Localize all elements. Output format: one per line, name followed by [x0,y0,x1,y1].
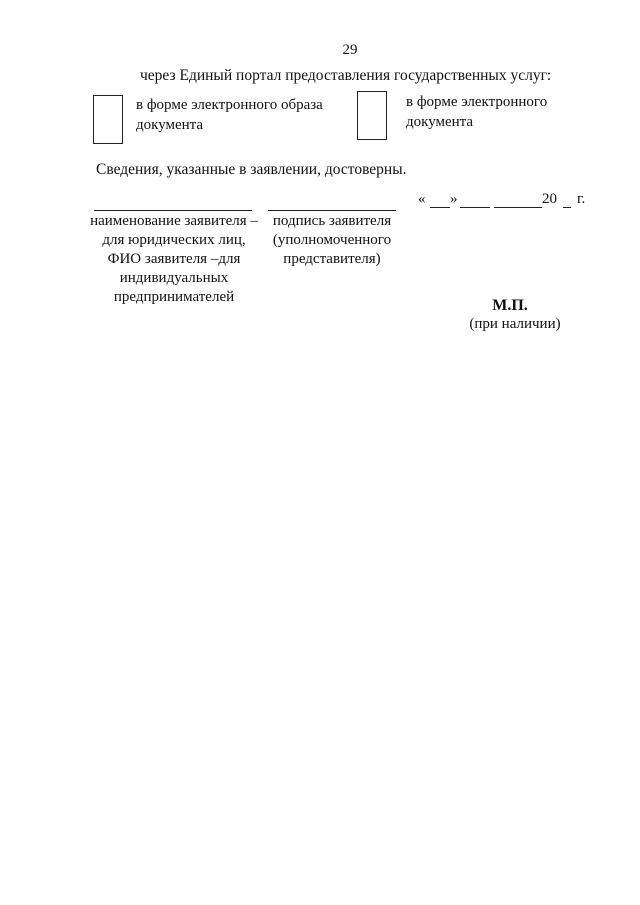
seal-note: (при наличии) [469,316,561,332]
date-field [418,191,585,208]
date-close-quote: » [450,191,458,207]
option-electronic-document-label: в форме электронного документа [406,94,548,130]
date-open-quote: « [418,191,426,207]
date-month-blank-right[interactable] [494,192,542,208]
page-number: 29 [342,42,358,58]
date-year-prefix: 20 [542,191,557,207]
statement-text: Сведения, указанные в заявлении, достоверны. [96,161,407,178]
signature-line[interactable] [268,210,396,211]
date-month-blank-left[interactable] [460,192,490,208]
checkbox-electronic-image[interactable] [93,95,123,144]
applicant-name-line[interactable] [94,210,252,211]
date-year-blank[interactable] [563,192,571,208]
submission-method-text: через Единый портал предоставления государственных услуг: [140,67,552,84]
date-day-blank[interactable] [430,192,450,208]
applicant-name-caption: наименование заявителя – для юридических лиц, ФИО заявителя –для индивидуальных предпринимателей [90,213,258,305]
checkbox-electronic-document[interactable] [357,91,387,140]
seal-label: М.П. [492,297,528,314]
signature-caption: подпись заявителя (уполномоченного представителя) [272,213,392,267]
option-electronic-image-label: в форме электронного образа документа [136,97,323,133]
date-year-suffix: г. [577,191,586,207]
